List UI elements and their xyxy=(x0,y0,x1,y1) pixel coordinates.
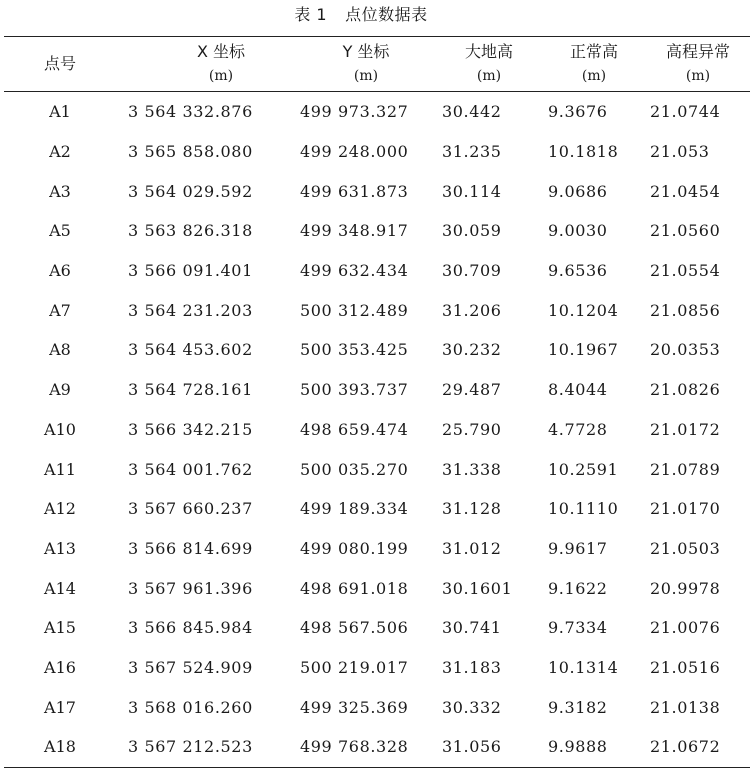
cell-ellipsoidal-height: 31.338 xyxy=(442,459,502,479)
header-unit: (m) xyxy=(685,68,711,84)
cell-x-coordinate: 3 563 826.318 xyxy=(128,221,253,241)
cell-ellipsoidal-height: 30.114 xyxy=(442,181,502,201)
cell-normal-height: 8.4044 xyxy=(548,380,608,400)
cell-normal-height: 10.1110 xyxy=(548,499,619,519)
cell-point-id: A15 xyxy=(44,618,76,638)
cell-point-id: A11 xyxy=(44,459,76,479)
cell-y-coordinate: 500 312.489 xyxy=(300,300,409,320)
cell-y-coordinate: 500 035.270 xyxy=(300,459,409,479)
cell-ellipsoidal-height: 30.332 xyxy=(442,697,502,717)
cell-normal-height: 10.2591 xyxy=(548,459,619,479)
cell-y-coordinate: 498 691.018 xyxy=(300,578,409,598)
cell-point-id: A13 xyxy=(44,538,76,558)
header-label: Y 坐标 xyxy=(342,42,390,61)
cell-x-coordinate: 3 566 814.699 xyxy=(128,538,253,558)
cell-height-anomaly: 21.0170 xyxy=(650,499,721,519)
table-row xyxy=(4,529,750,569)
cell-point-id: A14 xyxy=(44,578,76,598)
cell-y-coordinate: 499 631.873 xyxy=(300,181,409,201)
table-row xyxy=(4,211,750,251)
table-row xyxy=(4,410,750,450)
header-unit: (m) xyxy=(476,68,502,84)
cell-height-anomaly: 20.0353 xyxy=(650,340,721,360)
cell-point-id: A3 xyxy=(49,181,71,201)
cell-normal-height: 9.9617 xyxy=(548,538,608,558)
cell-y-coordinate: 500 219.017 xyxy=(300,657,409,677)
cell-point-id: A12 xyxy=(44,499,76,519)
table-row xyxy=(4,251,750,291)
cell-normal-height: 9.3182 xyxy=(548,697,608,717)
cell-height-anomaly: 21.0789 xyxy=(650,459,721,479)
cell-point-id: A9 xyxy=(49,380,71,400)
table-row xyxy=(4,449,750,489)
cell-height-anomaly: 21.0076 xyxy=(650,618,721,638)
cell-ellipsoidal-height: 31.056 xyxy=(442,737,502,757)
cell-point-id: A6 xyxy=(49,261,71,281)
cell-x-coordinate: 3 564 001.762 xyxy=(128,459,253,479)
cell-height-anomaly: 21.0554 xyxy=(650,261,721,281)
cell-ellipsoidal-height: 30.741 xyxy=(442,618,502,638)
cell-x-coordinate: 3 566 342.215 xyxy=(128,419,253,439)
cell-y-coordinate: 499 248.000 xyxy=(300,142,409,162)
cell-normal-height: 10.1818 xyxy=(548,142,619,162)
cell-height-anomaly: 20.9978 xyxy=(650,578,721,598)
cell-point-id: A7 xyxy=(49,300,71,320)
cell-ellipsoidal-height: 30.232 xyxy=(442,340,502,360)
cell-y-coordinate: 498 659.474 xyxy=(300,419,409,439)
table-number: 表 1 xyxy=(294,5,328,24)
table-row xyxy=(4,330,750,370)
cell-normal-height: 9.0686 xyxy=(548,181,608,201)
cell-normal-height: 4.7728 xyxy=(548,419,608,439)
table-row xyxy=(4,489,750,529)
cell-height-anomaly: 21.0172 xyxy=(650,419,721,439)
header-label: 正常高 xyxy=(569,42,618,61)
header-label: X 坐标 xyxy=(196,42,246,61)
cell-y-coordinate: 500 353.425 xyxy=(300,340,409,360)
cell-x-coordinate: 3 567 660.237 xyxy=(128,499,253,519)
header-label: 高程异常 xyxy=(665,42,730,61)
cell-height-anomaly: 21.0503 xyxy=(650,538,721,558)
table-row xyxy=(4,568,750,608)
cell-ellipsoidal-height: 30.1601 xyxy=(442,578,513,598)
table-body xyxy=(4,92,750,768)
cell-ellipsoidal-height: 29.487 xyxy=(442,380,502,400)
cell-x-coordinate: 3 564 332.876 xyxy=(128,102,253,122)
cell-normal-height: 9.9888 xyxy=(548,737,608,757)
header-height-anomaly xyxy=(646,37,750,92)
cell-x-coordinate: 3 567 212.523 xyxy=(128,737,253,757)
cell-ellipsoidal-height: 30.059 xyxy=(442,221,502,241)
cell-y-coordinate: 499 325.369 xyxy=(300,697,409,717)
table-row xyxy=(4,92,750,132)
cell-y-coordinate: 498 567.506 xyxy=(300,618,409,638)
cell-ellipsoidal-height: 30.442 xyxy=(442,102,502,122)
cell-normal-height: 10.1204 xyxy=(548,300,619,320)
cell-x-coordinate: 3 564 453.602 xyxy=(128,340,253,360)
cell-y-coordinate: 499 189.334 xyxy=(300,499,409,519)
cell-point-id: A17 xyxy=(44,697,76,717)
cell-ellipsoidal-height: 31.206 xyxy=(442,300,502,320)
cell-point-id: A18 xyxy=(44,737,76,757)
table-row xyxy=(4,171,750,211)
table-row xyxy=(4,687,750,727)
header-y-coordinate xyxy=(296,37,436,92)
cell-x-coordinate: 3 567 961.396 xyxy=(128,578,253,598)
cell-normal-height: 10.1967 xyxy=(548,340,619,360)
cell-point-id: A16 xyxy=(44,657,76,677)
header-x-coordinate xyxy=(116,37,296,92)
header-normal-height xyxy=(542,37,646,92)
cell-ellipsoidal-height: 31.183 xyxy=(442,657,502,677)
header-ellipsoidal-height xyxy=(436,37,542,92)
table-row xyxy=(4,727,750,767)
cell-x-coordinate: 3 567 524.909 xyxy=(128,657,253,677)
cell-x-coordinate: 3 566 091.401 xyxy=(128,261,253,281)
table-title: 点位数据表 xyxy=(345,5,428,24)
cell-x-coordinate: 3 565 858.080 xyxy=(128,142,253,162)
cell-y-coordinate: 499 973.327 xyxy=(300,102,409,122)
cell-height-anomaly: 21.0138 xyxy=(650,697,721,717)
cell-normal-height: 10.1314 xyxy=(548,657,619,677)
cell-x-coordinate: 3 564 029.592 xyxy=(128,181,253,201)
cell-height-anomaly: 21.0516 xyxy=(650,657,721,677)
cell-ellipsoidal-height: 31.128 xyxy=(442,499,502,519)
cell-ellipsoidal-height: 25.790 xyxy=(442,419,502,439)
table-row xyxy=(4,648,750,688)
cell-point-id: A10 xyxy=(44,419,76,439)
header-label: 大地高 xyxy=(464,42,513,61)
cell-point-id: A2 xyxy=(49,142,71,162)
cell-normal-height: 9.7334 xyxy=(548,618,608,638)
cell-y-coordinate: 499 080.199 xyxy=(300,538,409,558)
table-row xyxy=(4,608,750,648)
cell-ellipsoidal-height: 31.235 xyxy=(442,142,502,162)
cell-x-coordinate: 3 564 231.203 xyxy=(128,300,253,320)
header-point-id xyxy=(4,37,116,92)
cell-y-coordinate: 499 348.917 xyxy=(300,221,409,241)
cell-point-id: A1 xyxy=(49,102,71,122)
cell-height-anomaly: 21.0672 xyxy=(650,737,721,757)
cell-y-coordinate: 500 393.737 xyxy=(300,380,409,400)
cell-height-anomaly: 21.0856 xyxy=(650,300,721,320)
cell-normal-height: 9.6536 xyxy=(548,261,608,281)
cell-normal-height: 9.1622 xyxy=(548,578,608,598)
header-unit: (m) xyxy=(353,68,379,84)
cell-x-coordinate: 3 564 728.161 xyxy=(128,380,253,400)
cell-normal-height: 9.0030 xyxy=(548,221,608,241)
cell-height-anomaly: 21.053 xyxy=(650,142,710,162)
cell-point-id: A8 xyxy=(49,340,71,360)
header-unit: (m) xyxy=(208,68,234,84)
header-unit: (m) xyxy=(581,68,607,84)
cell-height-anomaly: 21.0560 xyxy=(650,221,721,241)
cell-x-coordinate: 3 566 845.984 xyxy=(128,618,253,638)
cell-normal-height: 9.3676 xyxy=(548,102,608,122)
cell-height-anomaly: 21.0744 xyxy=(650,102,721,122)
table-header-row xyxy=(4,37,750,92)
table-row xyxy=(4,370,750,410)
table-caption xyxy=(0,4,722,26)
point-data-table xyxy=(4,36,750,768)
cell-height-anomaly: 21.0454 xyxy=(650,181,721,201)
table-row xyxy=(4,132,750,172)
cell-y-coordinate: 499 632.434 xyxy=(300,261,409,281)
cell-ellipsoidal-height: 31.012 xyxy=(442,538,502,558)
header-label: 点号 xyxy=(43,54,76,73)
cell-y-coordinate: 499 768.328 xyxy=(300,737,409,757)
cell-ellipsoidal-height: 30.709 xyxy=(442,261,502,281)
cell-point-id: A5 xyxy=(49,221,71,241)
cell-height-anomaly: 21.0826 xyxy=(650,380,721,400)
table-row xyxy=(4,290,750,330)
cell-x-coordinate: 3 568 016.260 xyxy=(128,697,253,717)
